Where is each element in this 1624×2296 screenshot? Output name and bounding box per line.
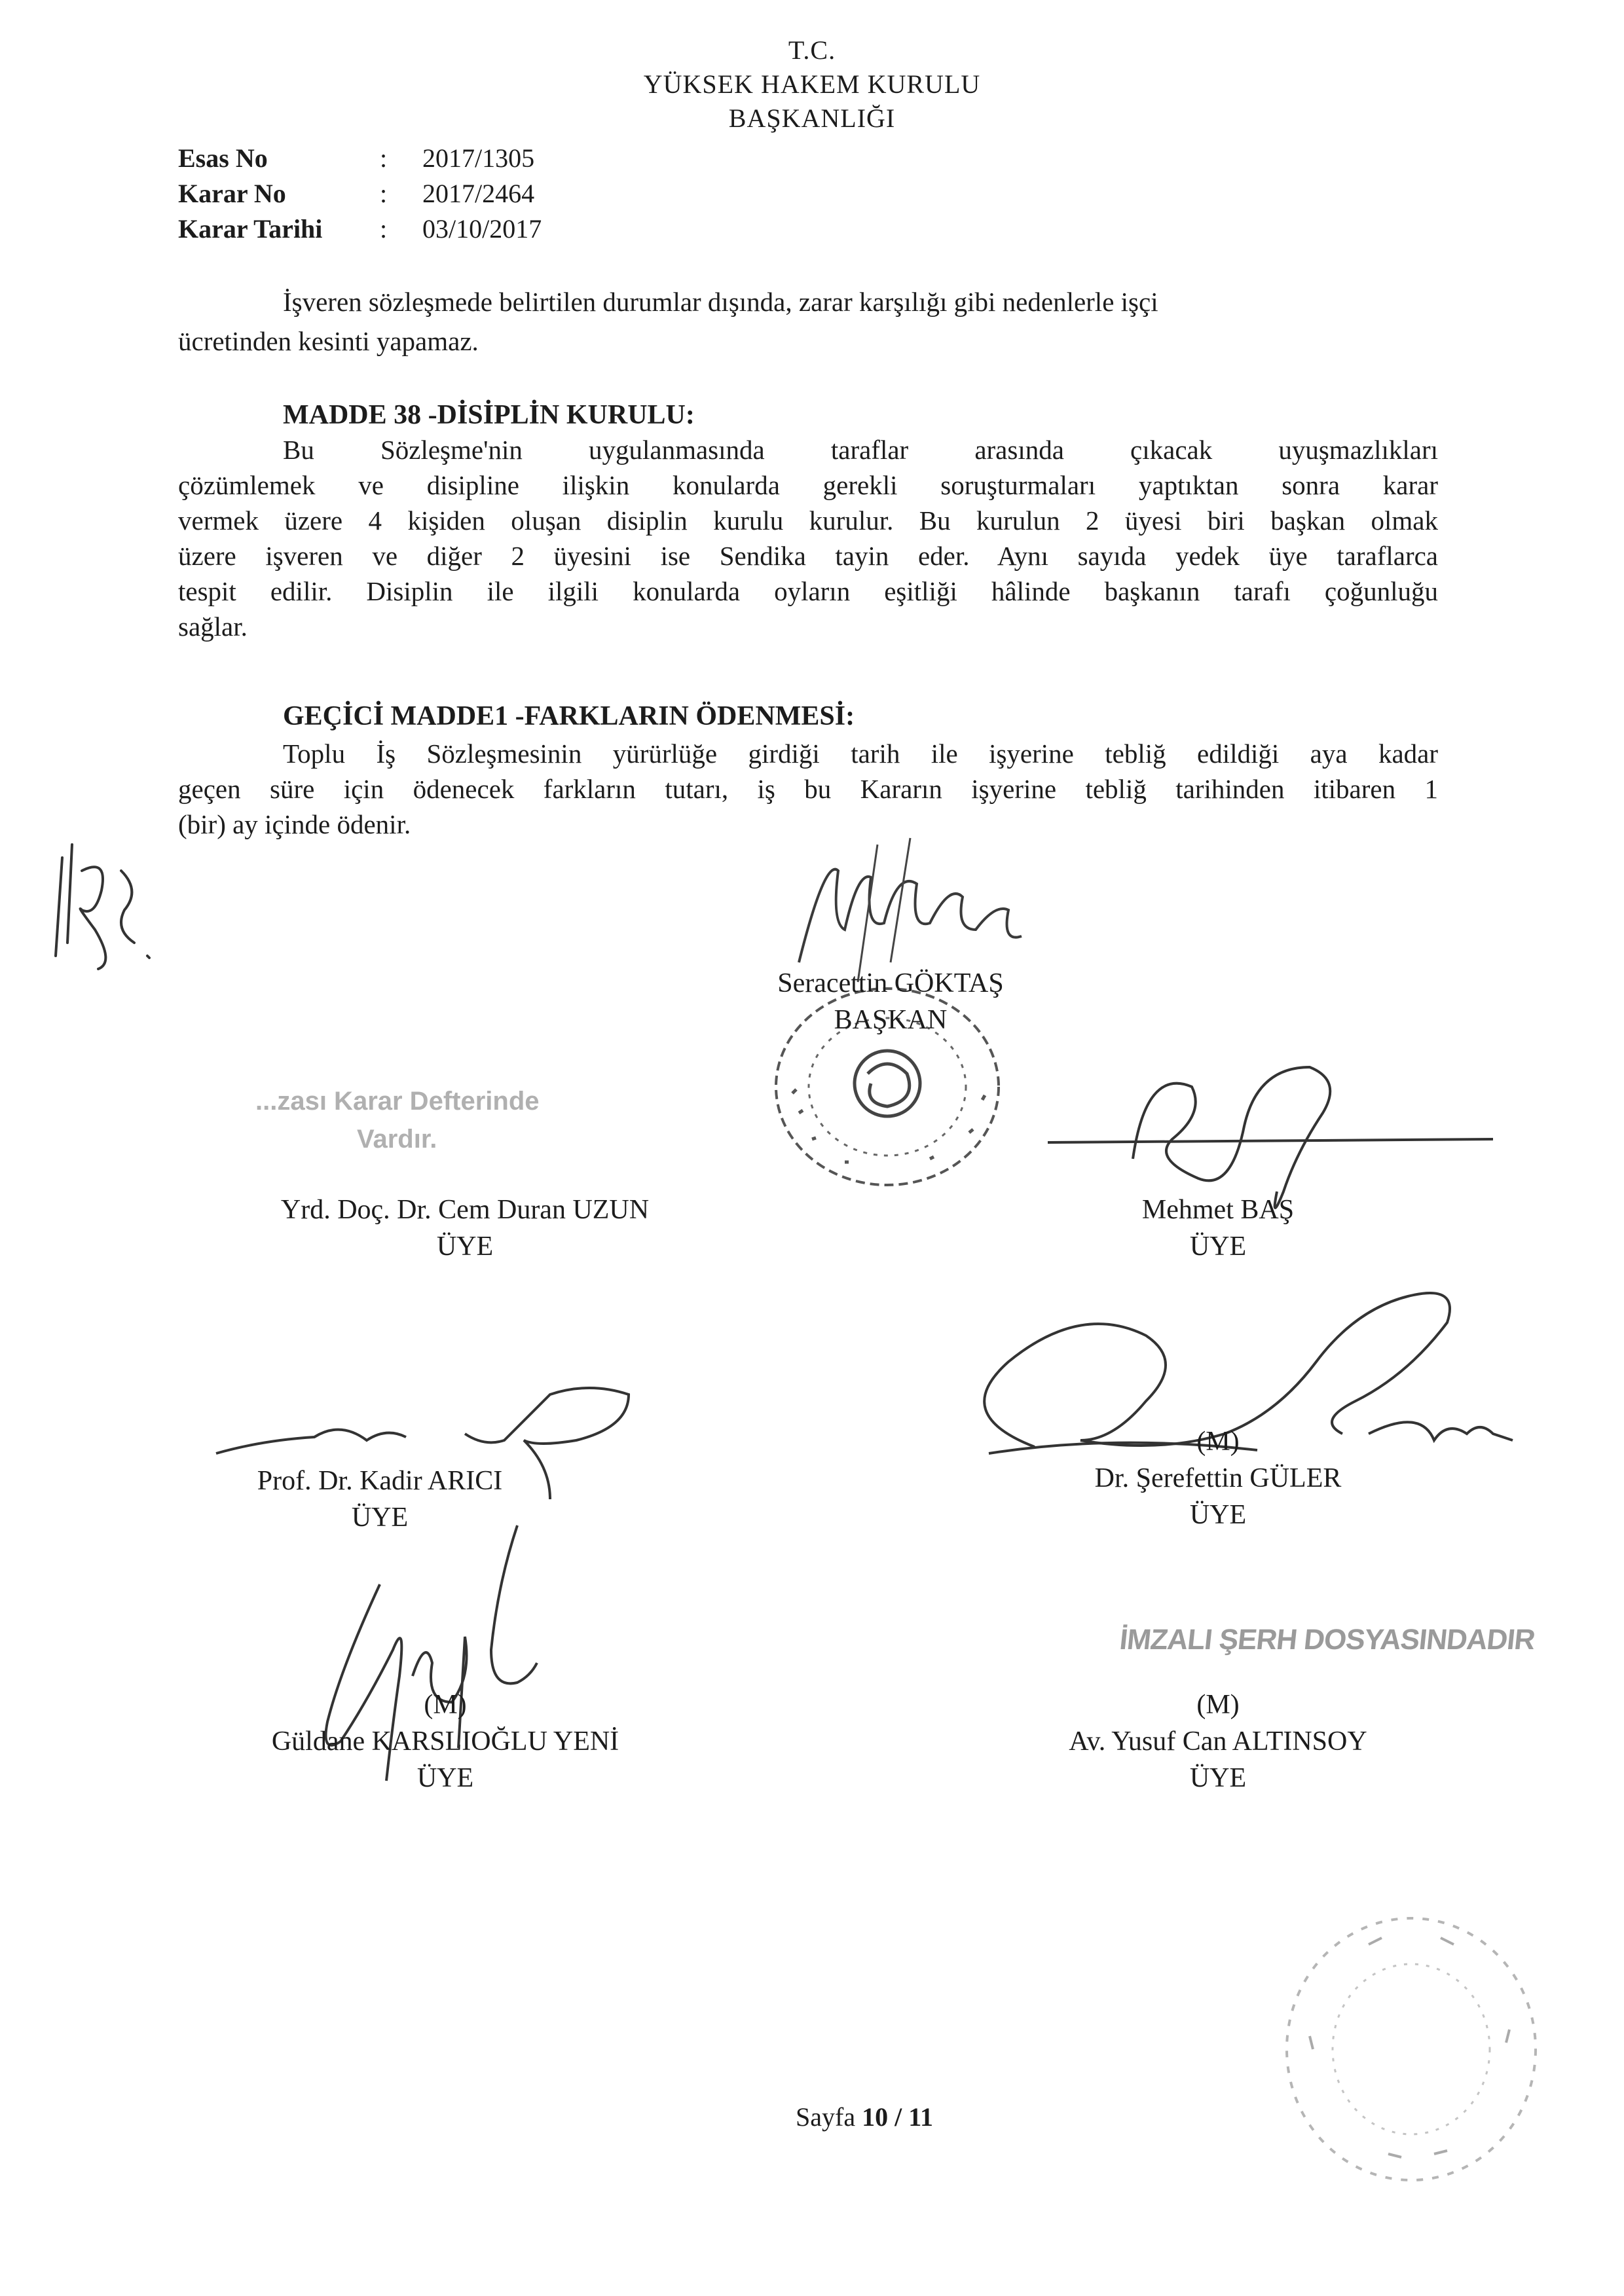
header-country: T.C. xyxy=(788,35,836,65)
article-38-line: Bu Sözleşme'nin uygulanmasında taraflar arasında çıkacak uyuşmazlıkları xyxy=(283,435,1438,465)
meta-value-karar: 2017/2464 xyxy=(422,179,535,208)
temporary-article-heading: GEÇİCİ MADDE1 -FARKLARIN ÖDENMESİ: xyxy=(283,701,855,731)
header-institution: YÜKSEK HAKEM KURULU xyxy=(643,69,981,99)
footer-label: Sayfa xyxy=(796,2102,856,2132)
guler-note: (M) xyxy=(1196,1427,1240,1457)
faded-seal xyxy=(1270,1905,1552,2200)
arici-role: ÜYE xyxy=(351,1503,409,1533)
meta-colon: : xyxy=(380,214,388,244)
president-role: BAŞKAN xyxy=(834,1005,948,1035)
bas-role: ÜYE xyxy=(1189,1231,1247,1262)
temporary-article-line: geçen süre için ödenecek farkların tutarı, iş bu Kararın işyerine tebliğ tarihinden itibaren 1 xyxy=(178,774,1438,804)
article-38-line: vermek üzere 4 kişiden oluşan disiplin kurulu kurulur. Bu kurulun 2 üyesi biri başkan olmak xyxy=(178,505,1438,536)
altinsoy-name: Av. Yusuf Can ALTINSOY xyxy=(1069,1726,1367,1757)
yeni-note: (M) xyxy=(424,1690,467,1720)
meta-value-esas: 2017/1305 xyxy=(422,143,535,173)
guler-name: Dr. Şerefettin GÜLER xyxy=(1094,1463,1342,1493)
temporary-article-line: (bir) ay içinde ödenir. xyxy=(178,809,411,839)
guler-role: ÜYE xyxy=(1189,1500,1247,1530)
dissent-stamp: İMZALI ŞERH DOSYASINDADIR xyxy=(1118,1624,1537,1656)
footer-page-number: 10 / 11 xyxy=(862,2102,933,2132)
meta-label-esas: Esas No xyxy=(178,143,268,173)
president-name: Seracettin GÖKTAŞ xyxy=(777,968,1004,998)
meta-value-tarih: 03/10/2017 xyxy=(422,214,542,244)
register-stamp-line-1: ...zası Karar Defterinde xyxy=(255,1087,540,1116)
intro-line-1: İşveren sözleşmede belirtilen durumlar dışında, zarar karşılığı gibi nedenlerle işçi xyxy=(283,287,1158,317)
bas-name: Mehmet BAŞ xyxy=(1141,1195,1295,1225)
meta-label-karar: Karar No xyxy=(178,179,286,208)
article-38-line: tespit edilir. Disiplin ile ilgili konularda oyların eşitliği hâlinde başkanın tarafı çoğunluğu xyxy=(178,576,1438,606)
article-38-line: üzere işveren ve diğer 2 üyesini ise Sendika tayin eder. Aynı sayıda yedek üye taraflarca xyxy=(178,541,1438,571)
meta-colon: : xyxy=(380,143,388,173)
page-footer xyxy=(747,2102,982,2132)
register-stamp-line-2: Vardır. xyxy=(357,1125,437,1154)
altinsoy-role: ÜYE xyxy=(1189,1763,1247,1793)
header-office: BAŞKANLIĞI xyxy=(728,103,896,133)
article-38-line: sağlar. xyxy=(178,611,248,642)
yeni-role: ÜYE xyxy=(416,1763,474,1793)
yeni-name: Güldane KARSLIOĞLU YENİ xyxy=(271,1726,619,1757)
article-38-line: çözümlemek ve disipline ilişkin konularda gerekli soruşturmaları yaptıktan sonra karar xyxy=(178,470,1438,500)
uzun-role: ÜYE xyxy=(436,1231,494,1262)
intro-line-2: ücretinden kesinti yapamaz. xyxy=(178,326,479,356)
uzun-name: Yrd. Doç. Dr. Cem Duran UZUN xyxy=(280,1195,650,1225)
meta-colon: : xyxy=(380,179,388,208)
temporary-article-line: Toplu İş Sözleşmesinin yürürlüğe girdiği tarih ile işyerine tebliğ edildiği aya kadar xyxy=(283,738,1438,769)
article-38-heading: MADDE 38 -DİSİPLİN KURULU: xyxy=(283,400,695,430)
margin-note-handwriting xyxy=(36,831,154,1002)
altinsoy-note: (M) xyxy=(1196,1690,1240,1720)
arici-name: Prof. Dr. Kadir ARICI xyxy=(257,1466,503,1496)
meta-label-tarih: Karar Tarihi xyxy=(178,214,323,244)
